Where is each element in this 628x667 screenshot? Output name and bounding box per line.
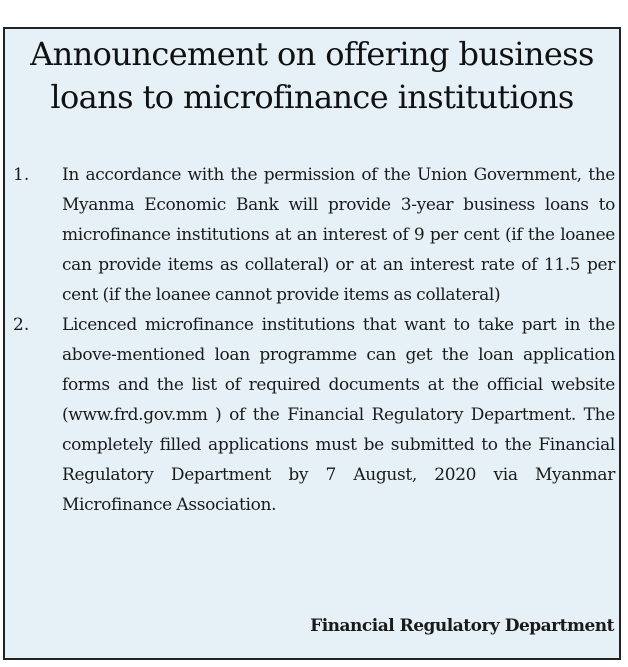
signature: Financial Regulatory Department [310, 616, 614, 636]
announcement-items [5, 160, 619, 520]
item-text: In accordance with the permission of the Union Government, the Myanma Economic Bank will provide 3-year business loans to microfinance institutions at an interest of 9 per cent (if the loanee can provide items as collateral) or at an interest rate of 11.5 per cent (if the loanee cannot provide items as collateral) [62, 165, 615, 305]
item-text: Licenced microfinance institutions that want to take part in the above-mentioned loan programme can get the loan application forms and the list of required documents at the official website (www.frd.gov.mm ) of the Financial Regulatory Department. The completely filled applications must be submitted to the Financial Regulatory Department by 7 August, 2020 via Myanmar Microfinance Association. [62, 315, 615, 515]
title-line-2: loans to microfinance institutions [50, 78, 574, 116]
item-number: 1. [13, 165, 30, 185]
announcement-title [5, 33, 619, 119]
list-item [5, 160, 619, 310]
announcement-box [3, 27, 621, 660]
title-line-1: Announcement on offering business [30, 35, 594, 73]
list-item [5, 310, 619, 520]
item-number: 2. [13, 315, 30, 335]
